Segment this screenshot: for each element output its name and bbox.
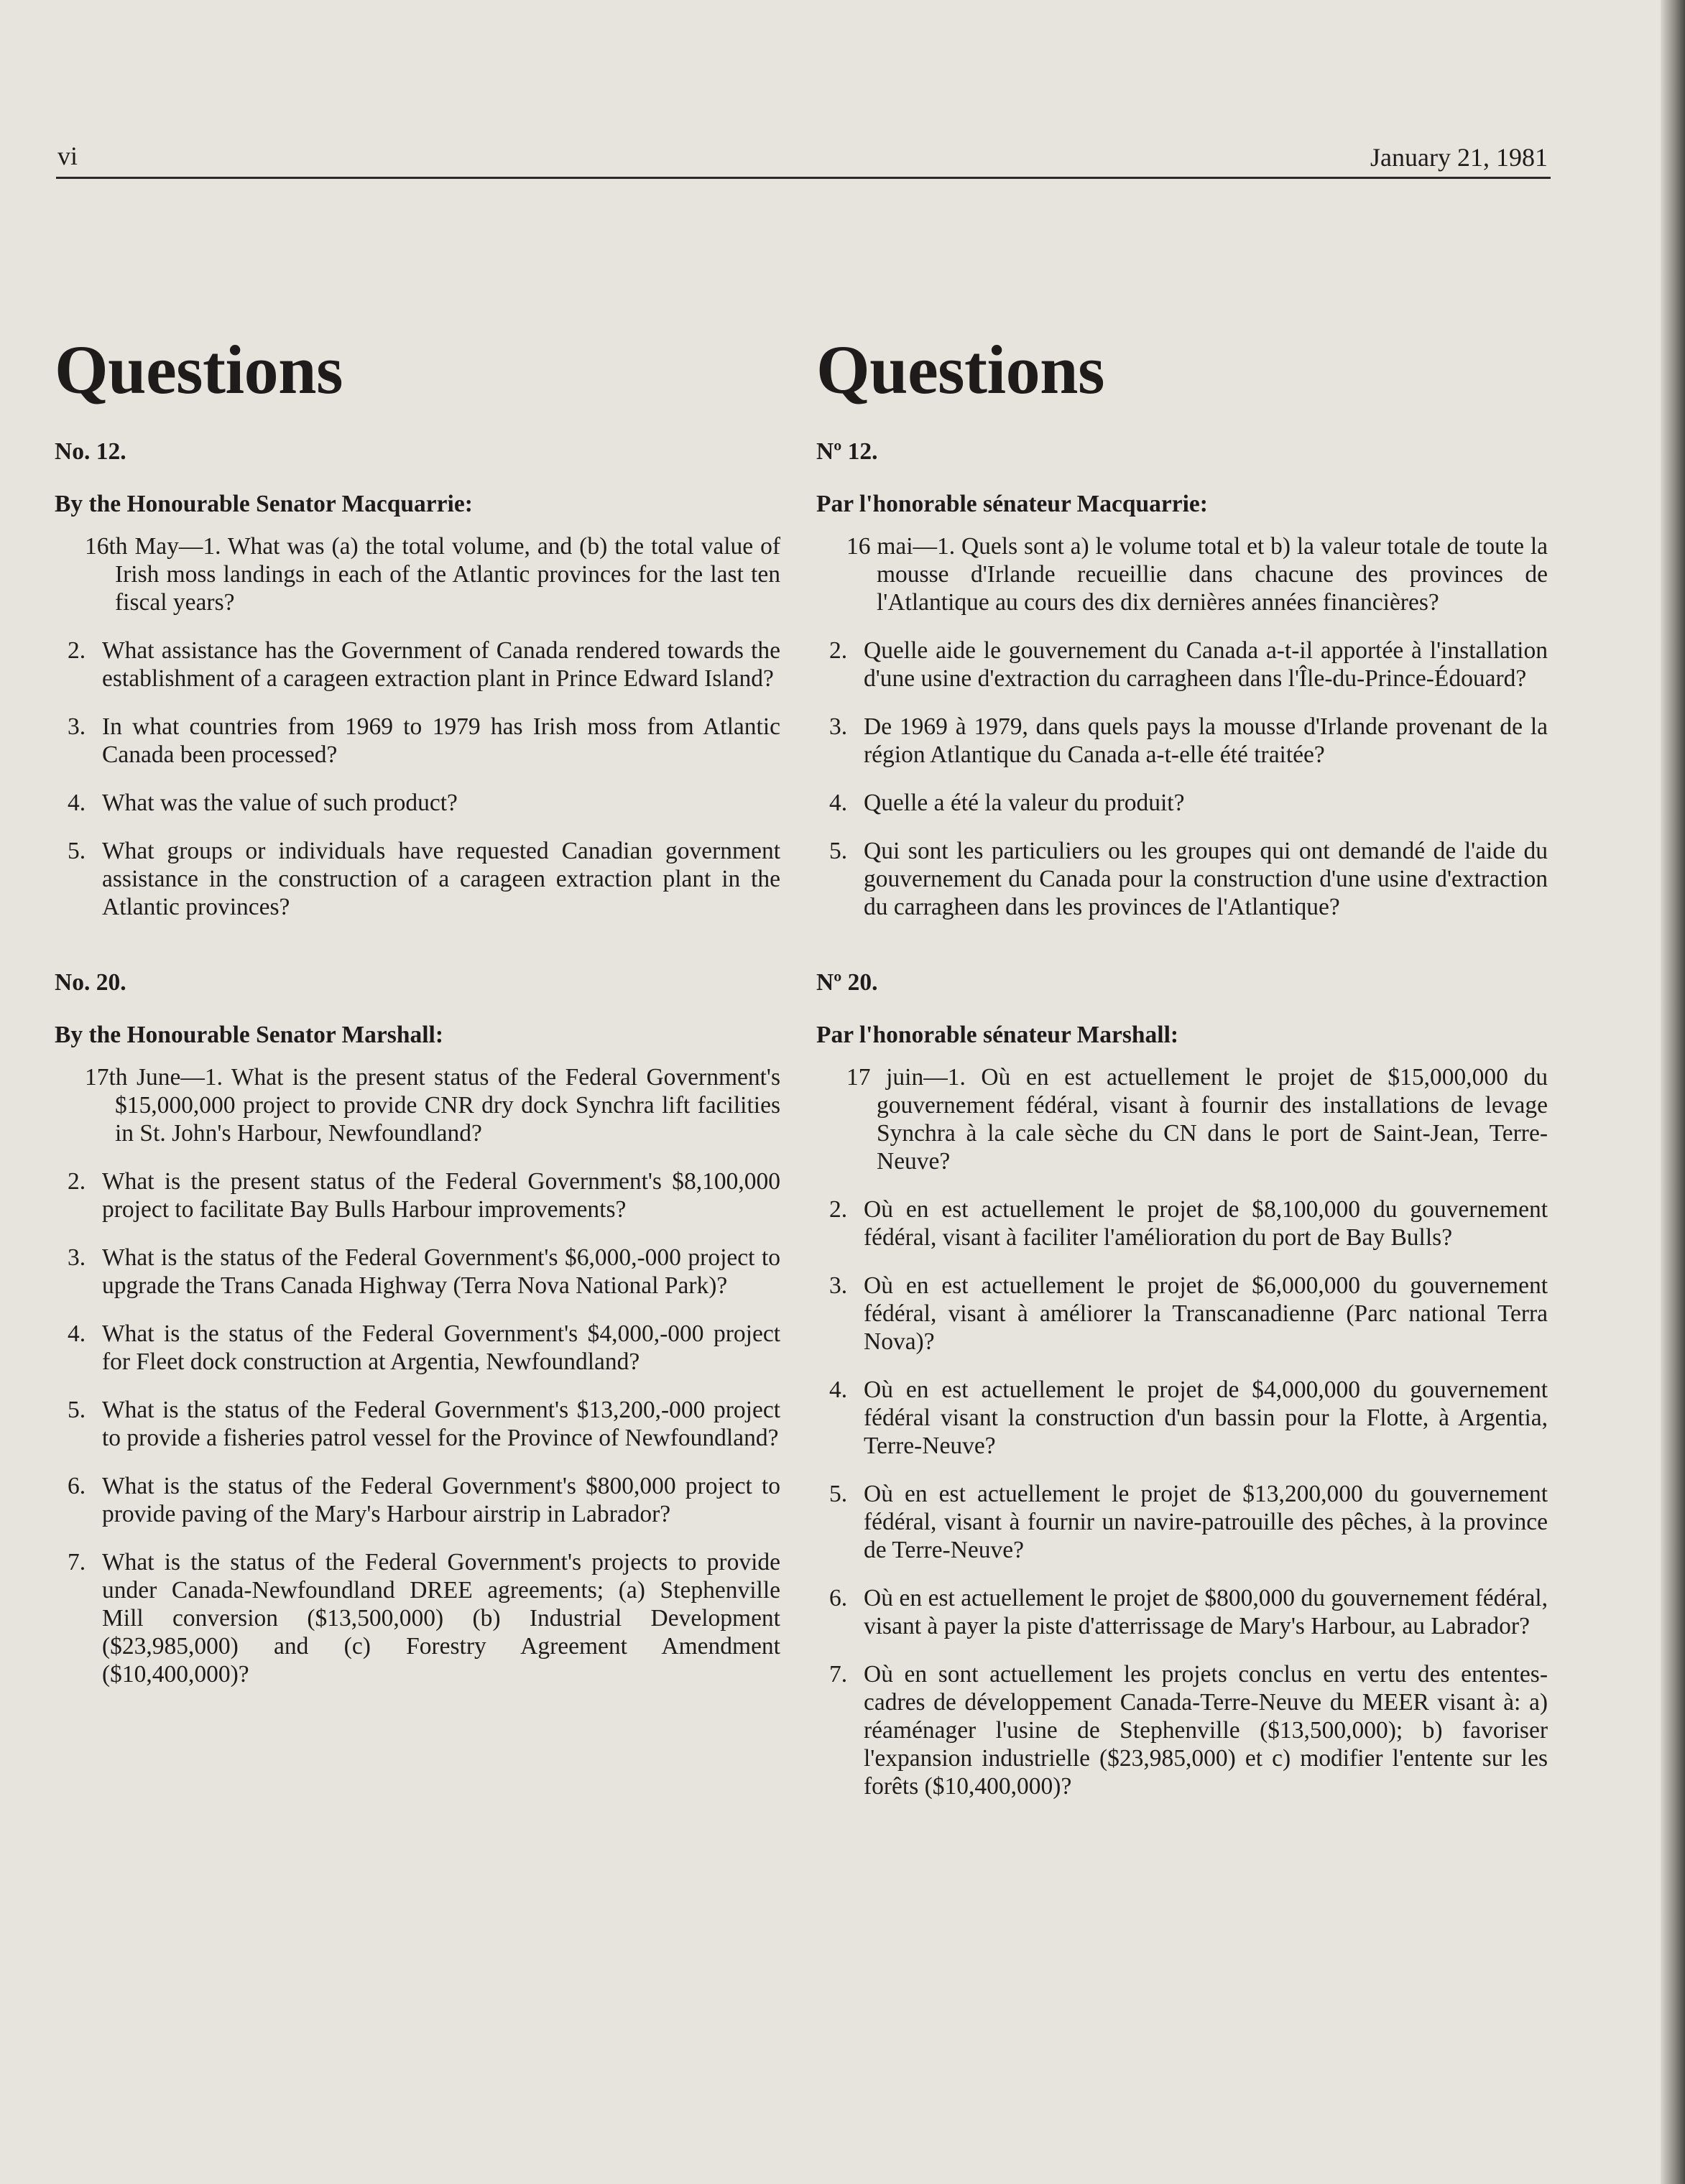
item-text: What is the status of the Federal Government's projects to provide under Canada-Newfoundland DREE agreements; (a) Stephenville Mill conversion ($13,500,000) (b) Industrial Development ($23,985,000) and (c) Forestry Agreement Amendment ($10,400,000)? [102,1549,780,1688]
item-number: 5. [68,1397,86,1423]
item-text: What is the present status of the Federal Government's $8,100,000 project to facilitate Bay Bulls Harbour improvements? [102,1168,780,1223]
question-item [816,837,1548,921]
item-text: Où en sont actuellement les projets conclus en vertu des ententes-cadres de développement Canada-Terre-Neuve du MEER visant à: a) réaménager l'usine de Stephenville ($13,500,000); b) favoriser l'expansion industrielle ($23,985,000) et c) modifier l'entente sur les forêts ($10,400,000)? [864,1661,1548,1800]
item-text: Quelle aide le gouvernement du Canada a-t-il apportée à l'installation d'une usine d'extraction du carragheen dans l'Île-du-Prince-Édouard? [864,637,1548,692]
question-item: 17th June—1. What is the present status of the Federal Government's $15,000,000 project to provide CNR dry dock Synchra lift facilities in St. John's Harbour, Newfoundland? [85,1064,780,1147]
item-text: What was the value of such product? [102,790,458,816]
section-title: Questions [55,331,343,408]
question-item [816,713,1548,769]
item-text: What is the status of the Federal Government's $13,200,-000 project to provide a fisheries patrol vessel for the Province of Newfoundland? [102,1397,780,1451]
item-text: De 1969 à 1979, dans quels pays la mousse d'Irlande provenant de la région Atlantique du Canada a-t-elle été traitée? [864,713,1548,768]
item-number: 5. [829,838,848,864]
question-item [55,637,780,693]
item-text: What groups or individuals have requested Canadian government assistance in the construction of a carageen extraction plant in the Atlantic provinces? [102,838,780,920]
question-item [55,837,780,921]
page-header [56,144,1551,179]
item-number: 7. [68,1549,86,1575]
item-number: 5. [68,838,86,864]
item-number: 7. [829,1661,848,1688]
item-number: 3. [829,1272,848,1299]
item-text: Quelle a été la valeur du produit? [864,790,1185,816]
item-number: 2. [68,1168,86,1195]
question-number: Nº 20. [816,969,878,996]
section-title: Questions [816,331,1104,408]
item-number: 6. [68,1473,86,1499]
item-text: What is the status of the Federal Government's $4,000,-000 project for Fleet dock construction at Argentia, Newfoundland? [102,1320,780,1375]
item-text: What is the status of the Federal Government's $800,000 project to provide paving of the Mary's Harbour airstrip in Labrador? [102,1473,780,1527]
question-item [816,1660,1548,1800]
question-item: 17 juin—1. Où en est actuellement le projet de $15,000,000 du gouvernement fédéral, visant à fournir des installations de levage Synchra à la cale sèche du CN dans le port de Saint-Jean, Terre-Neuve? [846,1064,1548,1175]
question-author: By the Honourable Senator Macquarrie: [55,491,473,517]
item-number: 4. [829,1376,848,1403]
french-column [816,331,1548,1820]
question-item [55,1244,780,1300]
question-item [55,1320,780,1376]
item-number: 4. [68,790,86,816]
page-edge-shadow [1661,0,1685,2184]
item-number: 2. [68,637,86,664]
question-item [816,1195,1548,1251]
question-number: Nº 12. [816,438,878,465]
item-text: Qui sont les particuliers ou les groupes qui ont demandé de l'aide du gouvernement du Canada pour la construction d'une usine d'extraction du carragheen dans les provinces de l'Atlantique? [864,838,1548,920]
question-item [55,713,780,769]
item-text: Où en est actuellement le projet de $13,200,000 du gouvernement fédéral, visant à fournir un navire-patrouille des pêches, à la province de Terre-Neuve? [864,1481,1548,1563]
page-date: January 21, 1981 [1370,143,1548,172]
item-number: 2. [829,637,848,664]
question-item [816,1480,1548,1564]
question-author: By the Honourable Senator Marshall: [55,1022,443,1048]
item-text: What is the status of the Federal Government's $6,000,-000 project to upgrade the Trans Canada Highway (Terra Nova National Park)? [102,1244,780,1299]
item-number: 3. [68,713,86,740]
english-column [55,331,780,1708]
question-item: 16 mai—1. Quels sont a) le volume total et b) la valeur totale de toute la mousse d'Irlande recueillie dans chacune des provinces de l'Atlantique au cours des dix dernières années financières? [846,533,1548,616]
question-author: Par l'honorable sénateur Marshall: [816,1022,1179,1048]
question-number: No. 12. [55,438,126,465]
item-number: 4. [68,1320,86,1347]
item-number: 2. [829,1196,848,1223]
question-item [55,1548,780,1688]
item-number: 6. [829,1585,848,1611]
question-author: Par l'honorable sénateur Macquarrie: [816,491,1208,517]
item-text: What assistance has the Government of Canada rendered towards the establishment of a carageen extraction plant in Prince Edward Island? [102,637,780,692]
question-item: 16th May—1. What was (a) the total volume, and (b) the total value of Irish moss landings in each of the Atlantic provinces for the last ten fiscal years? [85,533,780,616]
question-item [816,1584,1548,1640]
item-number: 4. [829,790,848,816]
question-item [55,1167,780,1223]
item-text: Où en est actuellement le projet de $4,000,000 du gouvernement fédéral visant la construction d'un bassin pour la Flotte, à Argentia, Terre-Neuve? [864,1376,1548,1459]
question-item [55,789,780,817]
item-number: 5. [829,1481,848,1507]
question-item [816,1376,1548,1460]
page-folio: vi [57,142,78,170]
question-item [55,1396,780,1452]
item-text: In what countries from 1969 to 1979 has Irish moss from Atlantic Canada been processed? [102,713,780,768]
item-text: Où en est actuellement le projet de $6,000,000 du gouvernement fédéral, visant à améliorer la Transcanadienne (Parc national Terra Nova)? [864,1272,1548,1355]
question-item [816,1272,1548,1356]
item-text: Où en est actuellement le projet de $8,100,000 du gouvernement fédéral, visant à faciliter l'amélioration du port de Bay Bulls? [864,1196,1548,1251]
question-item [816,637,1548,693]
question-item [816,789,1548,817]
question-item [55,1472,780,1528]
item-number: 3. [829,713,848,740]
item-text: Où en est actuellement le projet de $800,000 du gouvernement fédéral, visant à payer la piste d'atterrissage de Mary's Harbour, au Labrador? [864,1585,1548,1639]
question-number: No. 20. [55,969,126,996]
item-number: 3. [68,1244,86,1271]
